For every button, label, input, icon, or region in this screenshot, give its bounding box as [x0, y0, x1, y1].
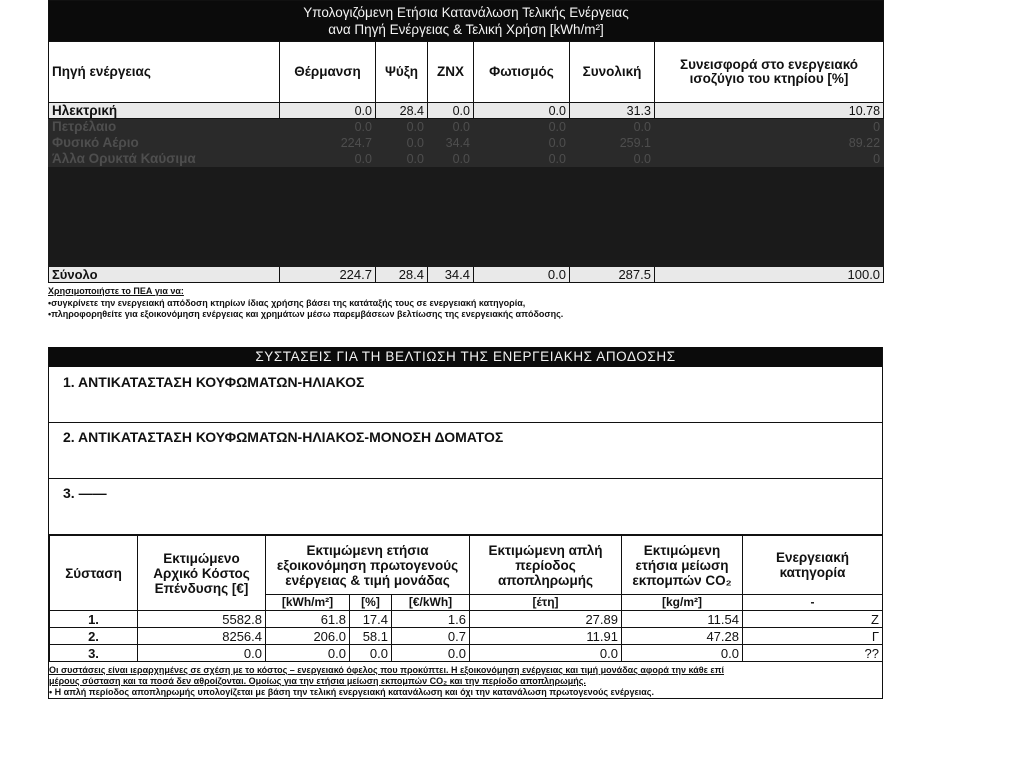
row-total: 259.1 [570, 135, 655, 151]
header-cost: Εκτιμώμενο Αρχικό Κόστος Επένδυσης [€] [138, 536, 266, 611]
header-dhw: ΖΝΧ [428, 42, 474, 103]
header-co2: Εκτιμώμενη ετήσια μείωση εκπομπών CO₂ [622, 536, 743, 595]
table-row [50, 645, 883, 662]
row-lighting: 0.0 [474, 151, 570, 167]
row-contribution: 10.78 [655, 103, 884, 119]
header-payback: Εκτιμώμενη απλή περίοδος αποπληρωμής [470, 536, 622, 595]
row-heating: 0.0 [280, 151, 376, 167]
table1-title-line2: ανα Πηγή Ενέργειας & Τελική Χρήση [kWh/m²] [328, 22, 604, 37]
rec-pct: 17.4 [350, 611, 392, 628]
recommendation-item: 2. ΑΝΤΙΚΑΤΑΣΤΑΣΗ ΚΟΥΦΩΜΑΤΩΝ-ΗΛΙΑΚΟΣ-ΜΟΝΟΣΗ ΔΟΜΑΤΟΣ [49, 423, 882, 479]
table-row [49, 103, 884, 119]
recommendation-note-line: • Η απλή περίοδος αποπληρωμής υπολογίζεται με βάση την τελική ενεργειακή κατανάλωση και όχι την κατανάλωση πρωτογενούς ενέργειας. [49, 687, 654, 697]
total-heating: 224.7 [280, 267, 376, 283]
table-row [50, 611, 883, 628]
table-row [50, 628, 883, 645]
header-total: Συνολική [570, 42, 655, 103]
table-row-blank [49, 187, 884, 207]
recommendation-item: 1. ΑΝΤΙΚΑΤΑΣΤΑΣΗ ΚΟΥΦΩΜΑΤΩΝ-ΗΛΙΑΚΟΣ [49, 367, 882, 423]
rec-category: ?? [743, 645, 883, 662]
row-cooling: 0.0 [376, 119, 428, 135]
row-dhw: 0.0 [428, 119, 474, 135]
row-dhw: 34.4 [428, 135, 474, 151]
total-cooling: 28.4 [376, 267, 428, 283]
recommendation-notes [49, 665, 882, 698]
row-contribution: 89.22 [655, 135, 884, 151]
recommendation-note-line: μέρους σύσταση και τα ποσά δεν αθροίζονται. Ομοίως για την ετήσια μείωση εκπομπών CO₂ και την περίοδο αποπληρωμής. [49, 676, 586, 686]
rec-pct: 58.1 [350, 628, 392, 645]
row-dhw: 0.0 [428, 151, 474, 167]
total-lighting: 0.0 [474, 267, 570, 283]
row-contribution: 0 [655, 151, 884, 167]
unit-kg: [kg/m²] [622, 595, 743, 611]
row-heating: 0.0 [280, 103, 376, 119]
rec-kwh: 61.8 [266, 611, 350, 628]
rec-payback: 11.91 [470, 628, 622, 645]
rec-cost: 5582.8 [138, 611, 266, 628]
rec-cost: 0.0 [138, 645, 266, 662]
recommendations-section [48, 347, 883, 699]
row-lighting: 0.0 [474, 103, 570, 119]
header-source: Πηγή ενέργειας [49, 42, 280, 103]
usage-notes [48, 286, 883, 321]
unit-dash: - [743, 595, 883, 611]
rec-kwh: 206.0 [266, 628, 350, 645]
unit-kwh: [kWh/m²] [266, 595, 350, 611]
rec-pct: 0.0 [350, 645, 392, 662]
rec-category: Ζ [743, 611, 883, 628]
table1-title-row [49, 1, 884, 42]
rec-co2: 0.0 [622, 645, 743, 662]
rec-id: 2. [50, 628, 138, 645]
table1-title [49, 1, 884, 42]
total-dhw: 34.4 [428, 267, 474, 283]
row-contribution: 0 [655, 119, 884, 135]
row-source: Φυσικό Αέριο [49, 135, 280, 151]
unit-eur-kwh: [€/kWh] [392, 595, 470, 611]
rec-eur: 1.6 [392, 611, 470, 628]
row-total: 0.0 [570, 119, 655, 135]
header-cooling: Ψύξη [376, 42, 428, 103]
header-recommendation: Σύσταση [50, 536, 138, 611]
rec-co2: 11.54 [622, 611, 743, 628]
row-cooling: 0.0 [376, 151, 428, 167]
row-lighting: 0.0 [474, 135, 570, 151]
header-heating: Θέρμανση [280, 42, 376, 103]
table1-header-row [49, 42, 884, 103]
recommendation-note-line: Οι συστάσεις είναι ιεραρχημένες σε σχέση με το κόστος – ενεργειακό όφελος που προκύπτει. Η εξοικονόμηση ενέργειας και τιμή μονάδας αφορά την κάθε επί [49, 665, 725, 675]
table-row-blank [49, 167, 884, 187]
rec-eur: 0.7 [392, 628, 470, 645]
table1-title-line1: Υπολογιζόμενη Ετήσια Κατανάλωση Τελικής Ενέργειας [303, 5, 629, 20]
usage-note-line: •συγκρίνετε την ενεργειακή απόδοση κτηρίων ίδιας χρήσης βάσει της κατάταξής τους σε ενεργειακή κατηγορία, [48, 297, 526, 308]
row-source: Ηλεκτρική [49, 103, 280, 119]
rec-category: Γ [743, 628, 883, 645]
table-total-row [49, 267, 884, 283]
unit-years: [έτη] [470, 595, 622, 611]
header-savings: Εκτιμώμενη ετήσια εξοικονόμηση πρωτογενούς ενέργειας & τιμή μονάδας [266, 536, 470, 595]
header-contribution: Συνεισφορά στο ενεργειακό ισοζύγιο του κτηρίου [%] [655, 42, 884, 103]
rec-cost: 8256.4 [138, 628, 266, 645]
table2-header-row [50, 536, 883, 595]
table-row-blank [49, 207, 884, 227]
rec-payback: 0.0 [470, 645, 622, 662]
row-total: 31.3 [570, 103, 655, 119]
recommendation-item: 3. —— [49, 479, 882, 535]
rec-id: 1. [50, 611, 138, 628]
total-contribution: 100.0 [655, 267, 884, 283]
row-source: Άλλα Ορυκτά Καύσιμα [49, 151, 280, 167]
rec-kwh: 0.0 [266, 645, 350, 662]
header-lighting: Φωτισμός [474, 42, 570, 103]
row-dhw: 0.0 [428, 103, 474, 119]
header-category: Ενεργειακή κατηγορία [743, 536, 883, 595]
rec-id: 3. [50, 645, 138, 662]
row-heating: 0.0 [280, 119, 376, 135]
table-row [49, 151, 884, 167]
row-lighting: 0.0 [474, 119, 570, 135]
total-total: 287.5 [570, 267, 655, 283]
row-cooling: 28.4 [376, 103, 428, 119]
row-source: Πετρέλαιο [49, 119, 280, 135]
unit-percent: [%] [350, 595, 392, 611]
table-row [49, 119, 884, 135]
recommendations-title: ΣΥΣΤΑΣΕΙΣ ΓΙΑ ΤΗ ΒΕΛΤΙΩΣΗ ΤΗΣ ΕΝΕΡΓΕΙΑΚΗΣ ΑΠΟΔΟΣΗΣ [49, 347, 882, 367]
rec-payback: 27.89 [470, 611, 622, 628]
energy-certificate-page [48, 0, 883, 697]
rec-eur: 0.0 [392, 645, 470, 662]
recommendations-table [49, 535, 883, 662]
usage-notes-heading: Χρησιμοποιήστε το ΠΕΑ για να: [48, 286, 184, 296]
table-row-blank [49, 227, 884, 247]
final-energy-consumption-table [48, 0, 884, 283]
row-heating: 224.7 [280, 135, 376, 151]
total-source: Σύνολο [49, 267, 280, 283]
row-cooling: 0.0 [376, 135, 428, 151]
usage-note-line: •πληροφορηθείτε για εξοικονόμηση ενέργειας και χρημάτων μέσω παρεμβάσεων βελτίωσης της ενεργειακής απόδοσης. [48, 309, 564, 319]
rec-co2: 47.28 [622, 628, 743, 645]
row-total: 0.0 [570, 151, 655, 167]
table-row-blank [49, 247, 884, 267]
table-row [49, 135, 884, 151]
